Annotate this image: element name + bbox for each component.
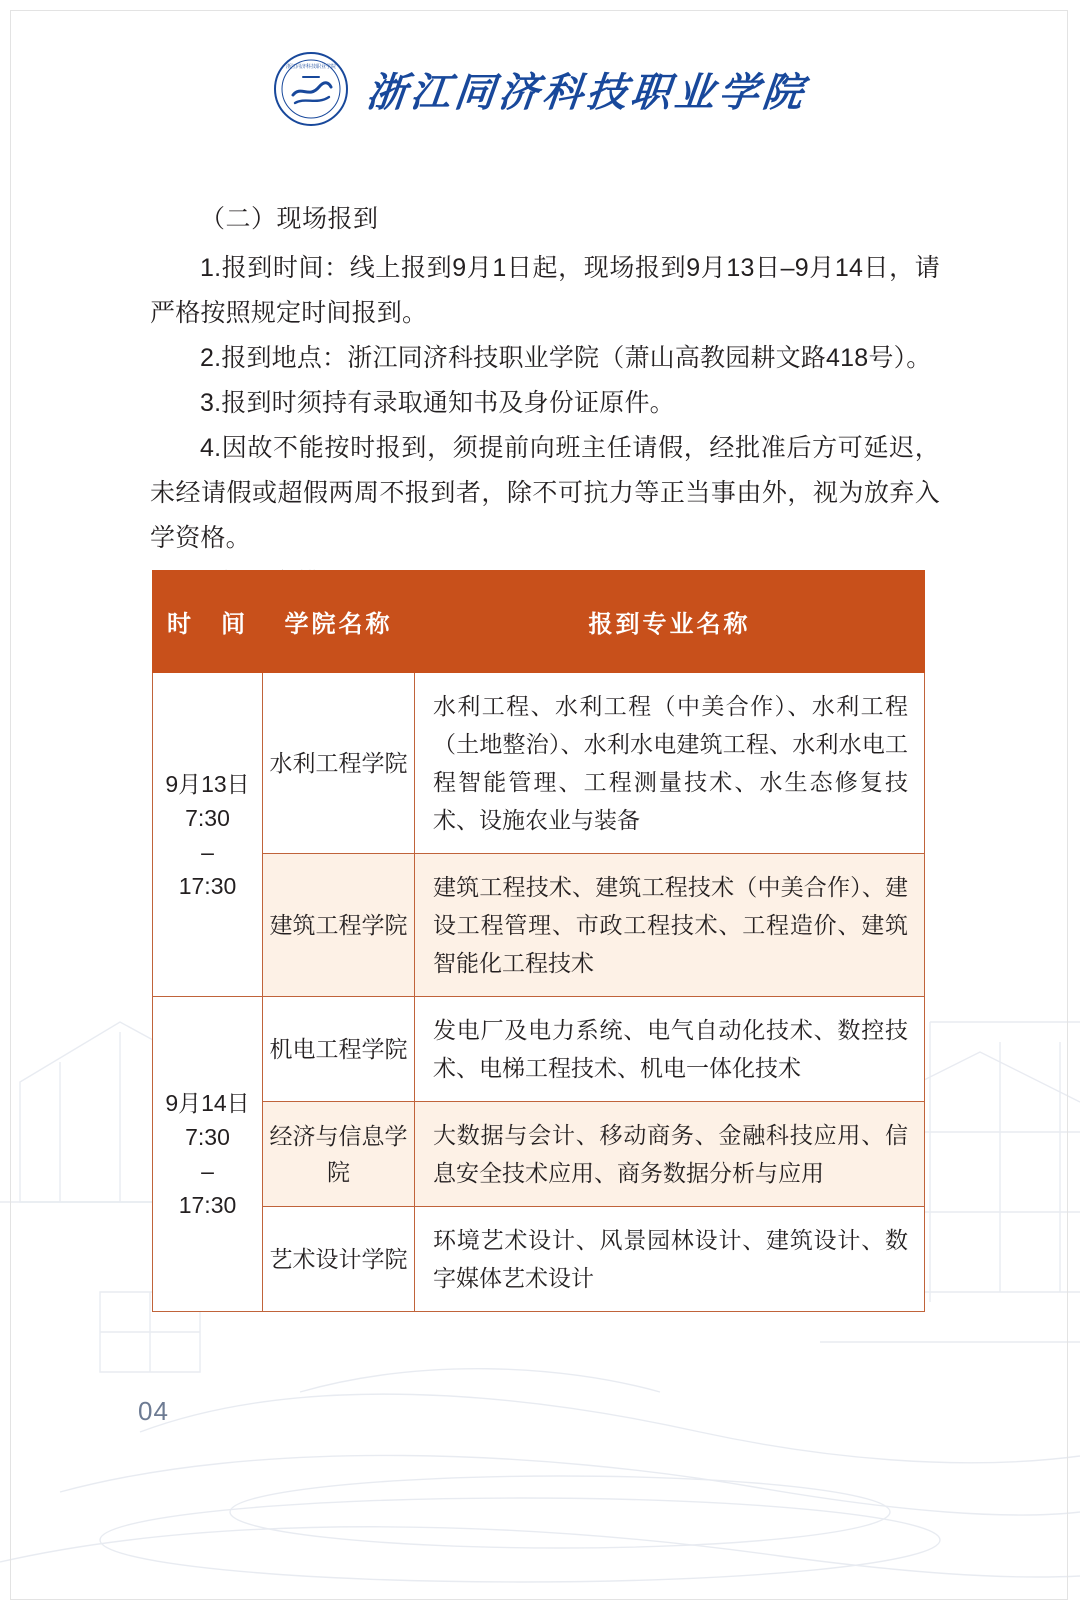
registration-schedule-table: [152, 570, 924, 1312]
column-header-time: 时 间: [153, 571, 263, 673]
table-row: [153, 1102, 925, 1207]
table-header-row: [153, 571, 925, 673]
cell-college: 水利工程学院: [263, 673, 415, 854]
cell-majors: 环境艺术设计、风景园林设计、建筑设计、数字媒体艺术设计: [415, 1207, 925, 1312]
school-name: 浙江同济科技职业学院: [364, 68, 810, 116]
cell-majors: 发电厂及电力系统、电气自动化技术、数控技术、电梯工程技术、机电一体化技术: [415, 997, 925, 1102]
time-line: 17:30: [178, 1192, 237, 1218]
cell-majors: 水利工程、水利工程（中美合作）、水利工程（土地整治）、水利水电建筑工程、水利水电工程智能管理、工程测量技术、水生态修复技术、设施农业与装备: [415, 673, 925, 854]
paragraph-1: 1.报到时间：线上报到9月1日起，现场报到9月13日–9月14日，请严格按照规定时间报到。: [150, 254, 940, 327]
cell-time-group-2: [153, 997, 263, 1312]
cell-majors: 建筑工程技术、建筑工程技术（中美合作）、建设工程管理、市政工程技术、工程造价、建筑智能化工程技术: [415, 854, 925, 997]
time-line: –: [201, 1158, 214, 1184]
paragraph-2: 2.报到地点：浙江同济科技职业学院（萧山高教园耕文路418号）。: [200, 344, 932, 372]
table-row: [153, 854, 925, 997]
school-emblem-icon: [273, 51, 349, 127]
table-row: [153, 673, 925, 854]
cell-college: 经济与信息学院: [263, 1102, 415, 1207]
column-header-majors: 报到专业名称: [415, 571, 925, 673]
cell-time-group-1: [153, 673, 263, 997]
paragraph-3: 3.报到时须持有录取通知书及身份证原件。: [200, 389, 675, 417]
cell-college: 艺术设计学院: [263, 1207, 415, 1312]
column-header-college: 学院名称: [263, 571, 415, 673]
page-number: 04: [138, 1396, 169, 1426]
time-line: 9月13日: [165, 770, 250, 797]
time-line: –: [201, 838, 214, 865]
time-line: 7:30: [185, 804, 230, 831]
document-header: [0, 46, 1080, 132]
paragraph-4: 4.因故不能按时报到，须提前向班主任请假，经批准后方可延迟，未经请假或超假两周不报到者，除不可抗力等正当事由外，视为放弃入学资格。: [150, 434, 940, 552]
table-row: [153, 997, 925, 1102]
time-line: 7:30: [185, 1124, 230, 1150]
time-line: 17:30: [178, 872, 237, 899]
section-title: （二）现场报到: [200, 205, 379, 233]
svg-text:浙江同济科技职业学院: 浙江同济科技职业学院: [285, 64, 337, 70]
table-row: [153, 1207, 925, 1312]
cell-majors: 大数据与会计、移动商务、金融科技应用、信息安全技术应用、商务数据分析与应用: [415, 1102, 925, 1207]
cell-college: 建筑工程学院: [263, 854, 415, 997]
document-body: [150, 196, 940, 606]
time-line: 9月14日: [165, 1090, 250, 1116]
cell-college: 机电工程学院: [263, 997, 415, 1102]
